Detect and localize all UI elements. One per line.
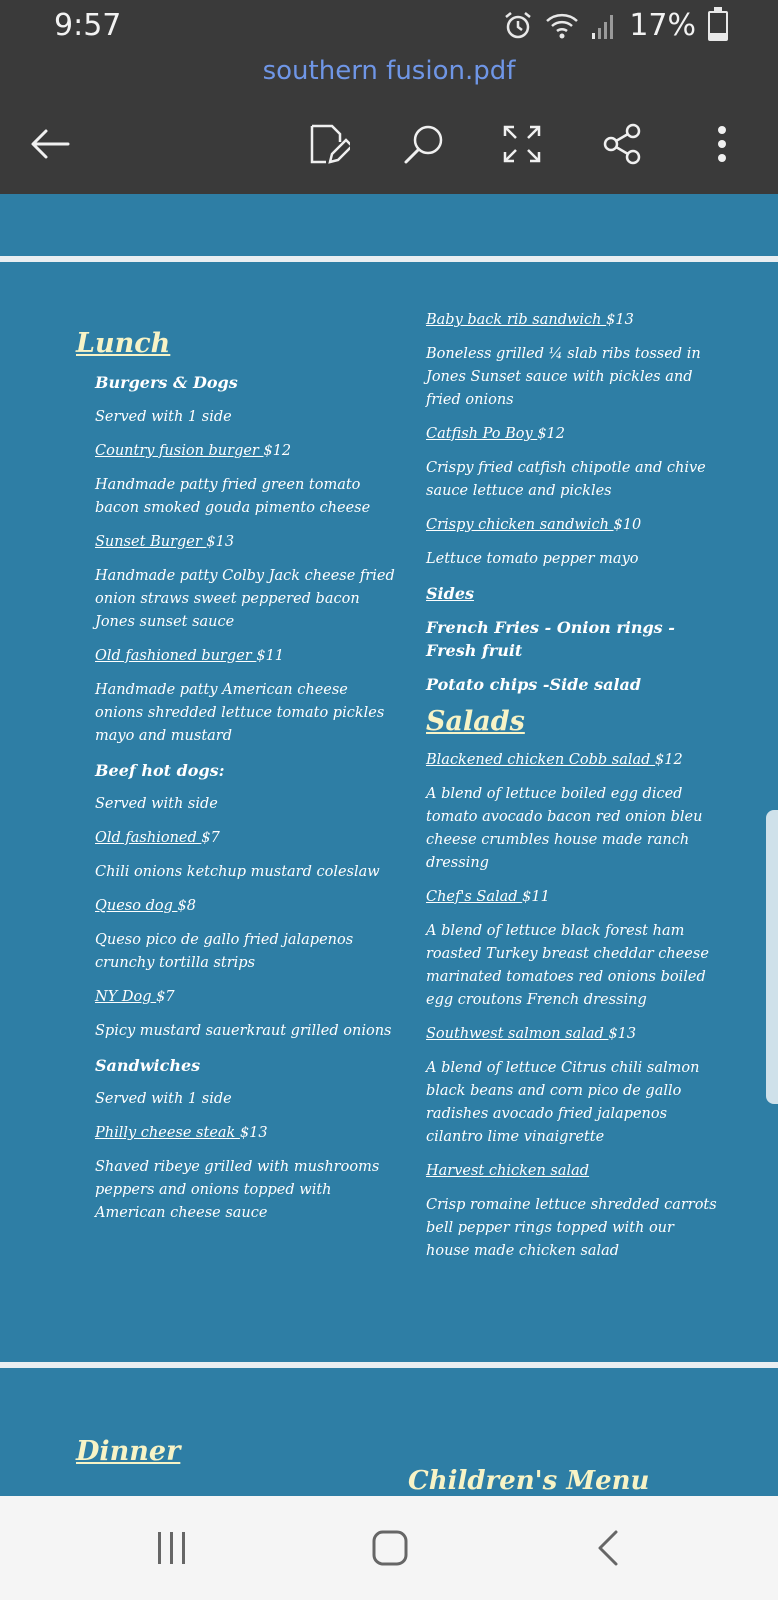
menu-item-baby-back-rib-sandwich <box>426 309 718 332</box>
menu-item-country-fusion-burger <box>95 440 396 463</box>
home-button[interactable] <box>360 1522 420 1574</box>
search-button[interactable] <box>396 116 452 172</box>
burgers-served: Served with 1 side <box>95 409 232 425</box>
item-description: A blend of lettuce boiled egg diced tomato avocado bacon red onion bleu cheese crumbles house made ranch dressing <box>426 786 703 871</box>
item-name: Queso dog <box>95 898 178 914</box>
item-name: Crispy chicken sandwich <box>426 517 614 533</box>
lunch-column <box>76 328 396 1236</box>
item-description: Chili onions ketchup mustard coleslaw <box>95 864 380 880</box>
item-name: Harvest chicken salad <box>426 1163 590 1179</box>
more-vertical-icon <box>714 124 730 164</box>
dinner-heading: Dinner <box>76 1436 181 1467</box>
sides-heading: Sides <box>426 584 475 603</box>
menu-item-old-fashioned-burger <box>95 645 396 668</box>
item-name: Philly cheese steak <box>95 1125 240 1141</box>
item-name: Country fusion burger <box>95 443 264 459</box>
item-description: Shaved ribeye grilled with mushrooms peppers and onions topped with American cheese sauce <box>95 1159 380 1221</box>
menu-item-crispy-chicken-sandwich <box>426 514 718 537</box>
item-price: $13 <box>608 1026 637 1042</box>
battery-icon <box>708 11 728 41</box>
item-price: $7 <box>156 989 175 1005</box>
item-description: Boneless grilled ¼ slab ribs tossed in Jones Sunset sauce with pickles and fried onions <box>426 346 701 408</box>
item-name: Baby back rib sandwich <box>426 312 607 328</box>
app-toolbar <box>0 52 778 194</box>
item-description: Handmade patty fried green tomato bacon smoked gouda pimento cheese <box>95 477 371 516</box>
item-description: Crispy fried catfish chipotle and chive sauce lettuce and pickles <box>426 460 706 499</box>
pdf-viewer[interactable] <box>0 194 778 1496</box>
back-button[interactable] <box>22 116 78 172</box>
menu-item-philly-cheese-steak <box>95 1122 396 1145</box>
alarm-icon <box>503 11 533 41</box>
menu-item-southwest-salmon-salad <box>426 1023 718 1046</box>
item-description: Handmade patty American cheese onions shredded lettuce tomato pickles mayo and mustard <box>95 682 385 744</box>
wifi-icon <box>545 11 579 41</box>
item-name: NY Dog <box>95 989 157 1005</box>
item-description: Spicy mustard sauerkraut grilled onions <box>95 1023 392 1039</box>
right-column <box>426 309 718 1274</box>
status-time: 9:57 <box>54 8 122 43</box>
back-nav-button[interactable] <box>578 1522 638 1574</box>
item-name: Chef's Salad <box>426 889 523 905</box>
edit-button[interactable] <box>300 116 356 172</box>
item-price: $10 <box>613 517 642 533</box>
childrens-menu-heading: Children's Menu <box>408 1466 650 1496</box>
item-price: $13 <box>606 312 634 328</box>
status-icons <box>503 8 728 43</box>
item-name: Southwest salmon salad <box>426 1026 609 1042</box>
burgers-heading: Burgers & Dogs <box>95 373 238 392</box>
item-name: Old fashioned <box>95 830 202 846</box>
item-price: $11 <box>256 648 285 664</box>
item-price: $12 <box>655 752 683 768</box>
sides-list-1: French Fries - Onion rings - Fresh fruit <box>426 618 675 660</box>
search-icon <box>402 122 446 166</box>
signal-icon <box>591 11 617 41</box>
scroll-handle[interactable] <box>766 810 778 1104</box>
hotdogs-served: Served with side <box>95 796 218 812</box>
sandwiches-served: Served with 1 side <box>95 1091 232 1107</box>
more-options-button[interactable] <box>694 116 750 172</box>
system-navigation-bar <box>0 1496 778 1600</box>
item-description: Handmade patty Colby Jack cheese fried onion straws sweet peppered bacon Jones sunset sauce <box>95 568 395 630</box>
item-name: Sunset Burger <box>95 534 207 550</box>
edit-document-icon <box>306 122 350 166</box>
hotdogs-heading: Beef hot dogs: <box>95 761 225 780</box>
item-price: $8 <box>177 898 196 914</box>
sandwiches-heading: Sandwiches <box>95 1056 201 1075</box>
menu-item-ny-dog <box>95 986 396 1009</box>
home-icon <box>371 1529 409 1567</box>
lunch-heading: Lunch <box>76 328 171 359</box>
item-price: $12 <box>263 443 292 459</box>
page-divider <box>0 256 778 262</box>
recent-apps-icon <box>154 1530 190 1566</box>
status-bar <box>0 0 778 52</box>
item-price: $11 <box>522 889 550 905</box>
menu-item-chefs-salad <box>426 886 718 909</box>
item-price: $13 <box>206 534 235 550</box>
item-price: $7 <box>201 830 220 846</box>
menu-item-sunset-burger <box>95 531 396 554</box>
item-name: Old fashioned burger <box>95 648 257 664</box>
menu-item-queso-dog <box>95 895 396 918</box>
menu-item-cobb-salad <box>426 749 718 772</box>
recent-apps-button[interactable] <box>142 1522 202 1574</box>
menu-item-old-fashioned-dog <box>95 827 396 850</box>
item-description: Queso pico de gallo fried jalapenos crunchy tortilla strips <box>95 932 354 971</box>
item-description: Lettuce tomato pepper mayo <box>426 551 639 567</box>
menu-item-catfish-po-boy <box>426 423 718 446</box>
page-divider <box>0 1362 778 1368</box>
item-price: $13 <box>239 1125 268 1141</box>
share-button[interactable] <box>594 116 650 172</box>
item-name: Catfish Po Boy <box>426 426 538 442</box>
share-icon <box>601 123 643 165</box>
fullscreen-icon <box>502 124 542 164</box>
item-name: Blackened chicken Cobb salad <box>426 752 656 768</box>
item-price: $12 <box>537 426 566 442</box>
back-chevron-icon <box>594 1529 622 1567</box>
battery-percent: 17% <box>629 8 696 43</box>
back-arrow-icon <box>28 126 72 162</box>
item-description: A blend of lettuce Citrus chili salmon black beans and corn pico de gallo radishes avocado fried jalapenos cilantro lime vinaigrette <box>426 1060 700 1145</box>
sides-list-2: Potato chips -Side salad <box>426 675 642 694</box>
document-title: southern fusion.pdf <box>262 56 516 86</box>
fullscreen-button[interactable] <box>494 116 550 172</box>
salads-heading: Salads <box>426 706 525 737</box>
item-description: Crisp romaine lettuce shredded carrots bell pepper rings topped with our house made chicken salad <box>426 1197 717 1259</box>
menu-item-harvest-chicken-salad <box>426 1160 718 1183</box>
item-description: A blend of lettuce black forest ham roasted Turkey breast cheddar cheese marinated tomatoes red onions boiled egg croutons French dressing <box>426 923 709 1008</box>
